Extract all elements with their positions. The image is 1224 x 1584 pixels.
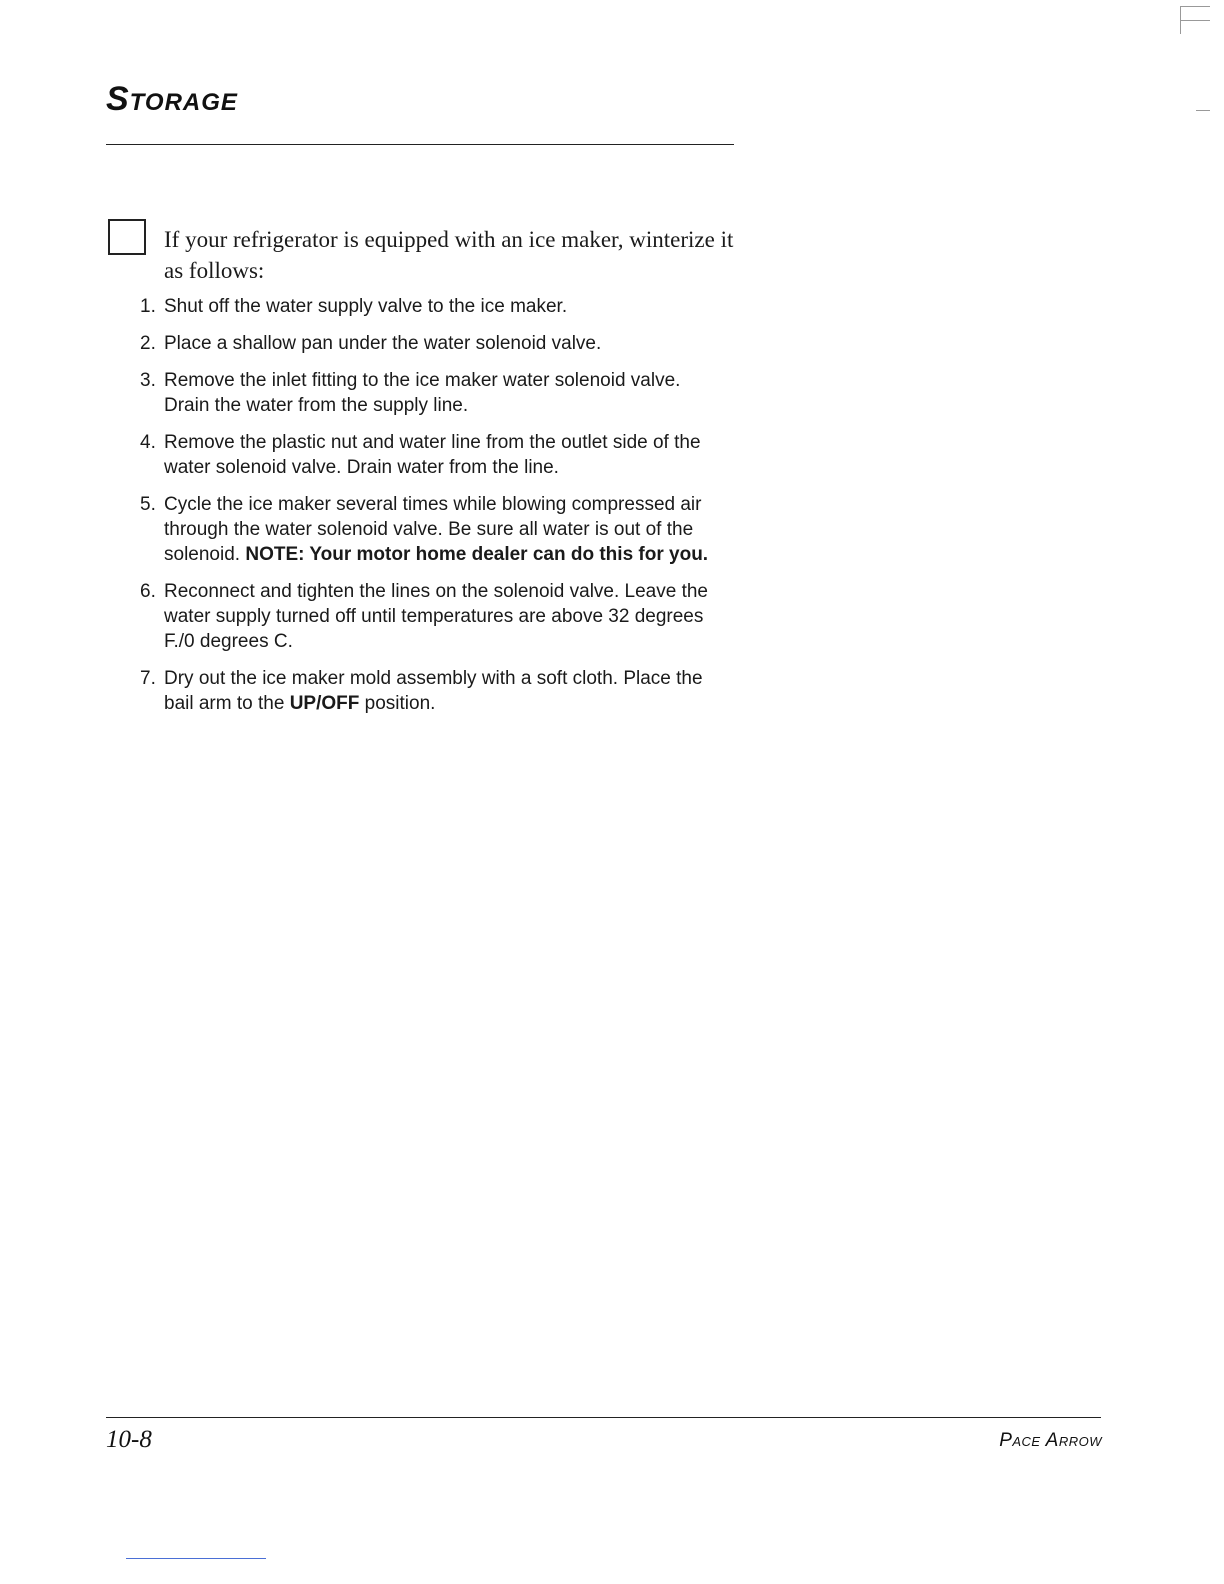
list-item — [140, 492, 720, 567]
list-item — [140, 579, 720, 654]
step-number: 1. — [140, 296, 156, 317]
brand-name: Pace Arrow — [999, 1430, 1102, 1451]
step-note: NOTE: Your motor home dealer can do this for you. — [245, 544, 709, 565]
list-item — [140, 331, 720, 356]
page-number: 10-8 — [106, 1426, 152, 1453]
step-text: Reconnect and tighten the lines on the solenoid valve. Leave the water supply turned off until temperatures are above 32 degrees F./0 degrees C. — [164, 581, 708, 652]
scan-artifact — [126, 1558, 266, 1559]
step-text — [164, 492, 720, 567]
list-item — [140, 430, 720, 480]
scan-artifact — [1196, 110, 1210, 111]
step-body-end: position. — [364, 693, 436, 714]
intro-paragraph: If your refrigerator is equipped with an ice maker, winterize it as follows: — [164, 227, 734, 283]
step-number: 2. — [140, 333, 156, 354]
step-body: Dry out the ice maker mold assembly with a soft cloth. Place the bail arm to the — [164, 668, 703, 714]
scan-artifact — [1180, 20, 1210, 21]
checkbox-icon — [108, 219, 146, 255]
list-item — [140, 666, 720, 716]
list-item — [140, 294, 720, 319]
step-text — [164, 666, 720, 716]
footer-rule — [106, 1417, 1101, 1418]
step-body: Cycle the ice maker several times while blowing compressed air through the water solenoid valve. Be sure all water is out of the solenoid. — [164, 494, 702, 565]
step-emphasis: UP/OFF — [289, 693, 360, 714]
section-title: Storage — [106, 80, 238, 118]
step-text: Remove the inlet fitting to the ice maker water solenoid valve. Drain the water from the supply line. — [164, 370, 681, 416]
step-text: Place a shallow pan under the water solenoid valve. — [164, 333, 602, 354]
step-number: 5. — [140, 494, 156, 515]
step-number: 4. — [140, 432, 156, 453]
steps-list — [140, 294, 720, 728]
step-number: 6. — [140, 581, 156, 602]
scan-artifact — [1180, 6, 1210, 7]
step-text: Shut off the water supply valve to the ice maker. — [164, 296, 568, 317]
header-rule — [106, 144, 734, 145]
step-text: Remove the plastic nut and water line from the outlet side of the water solenoid valve. Drain water from the line. — [164, 432, 701, 478]
scan-artifact — [1180, 6, 1181, 34]
list-item — [140, 368, 720, 418]
step-number: 3. — [140, 370, 156, 391]
step-number: 7. — [140, 668, 156, 689]
